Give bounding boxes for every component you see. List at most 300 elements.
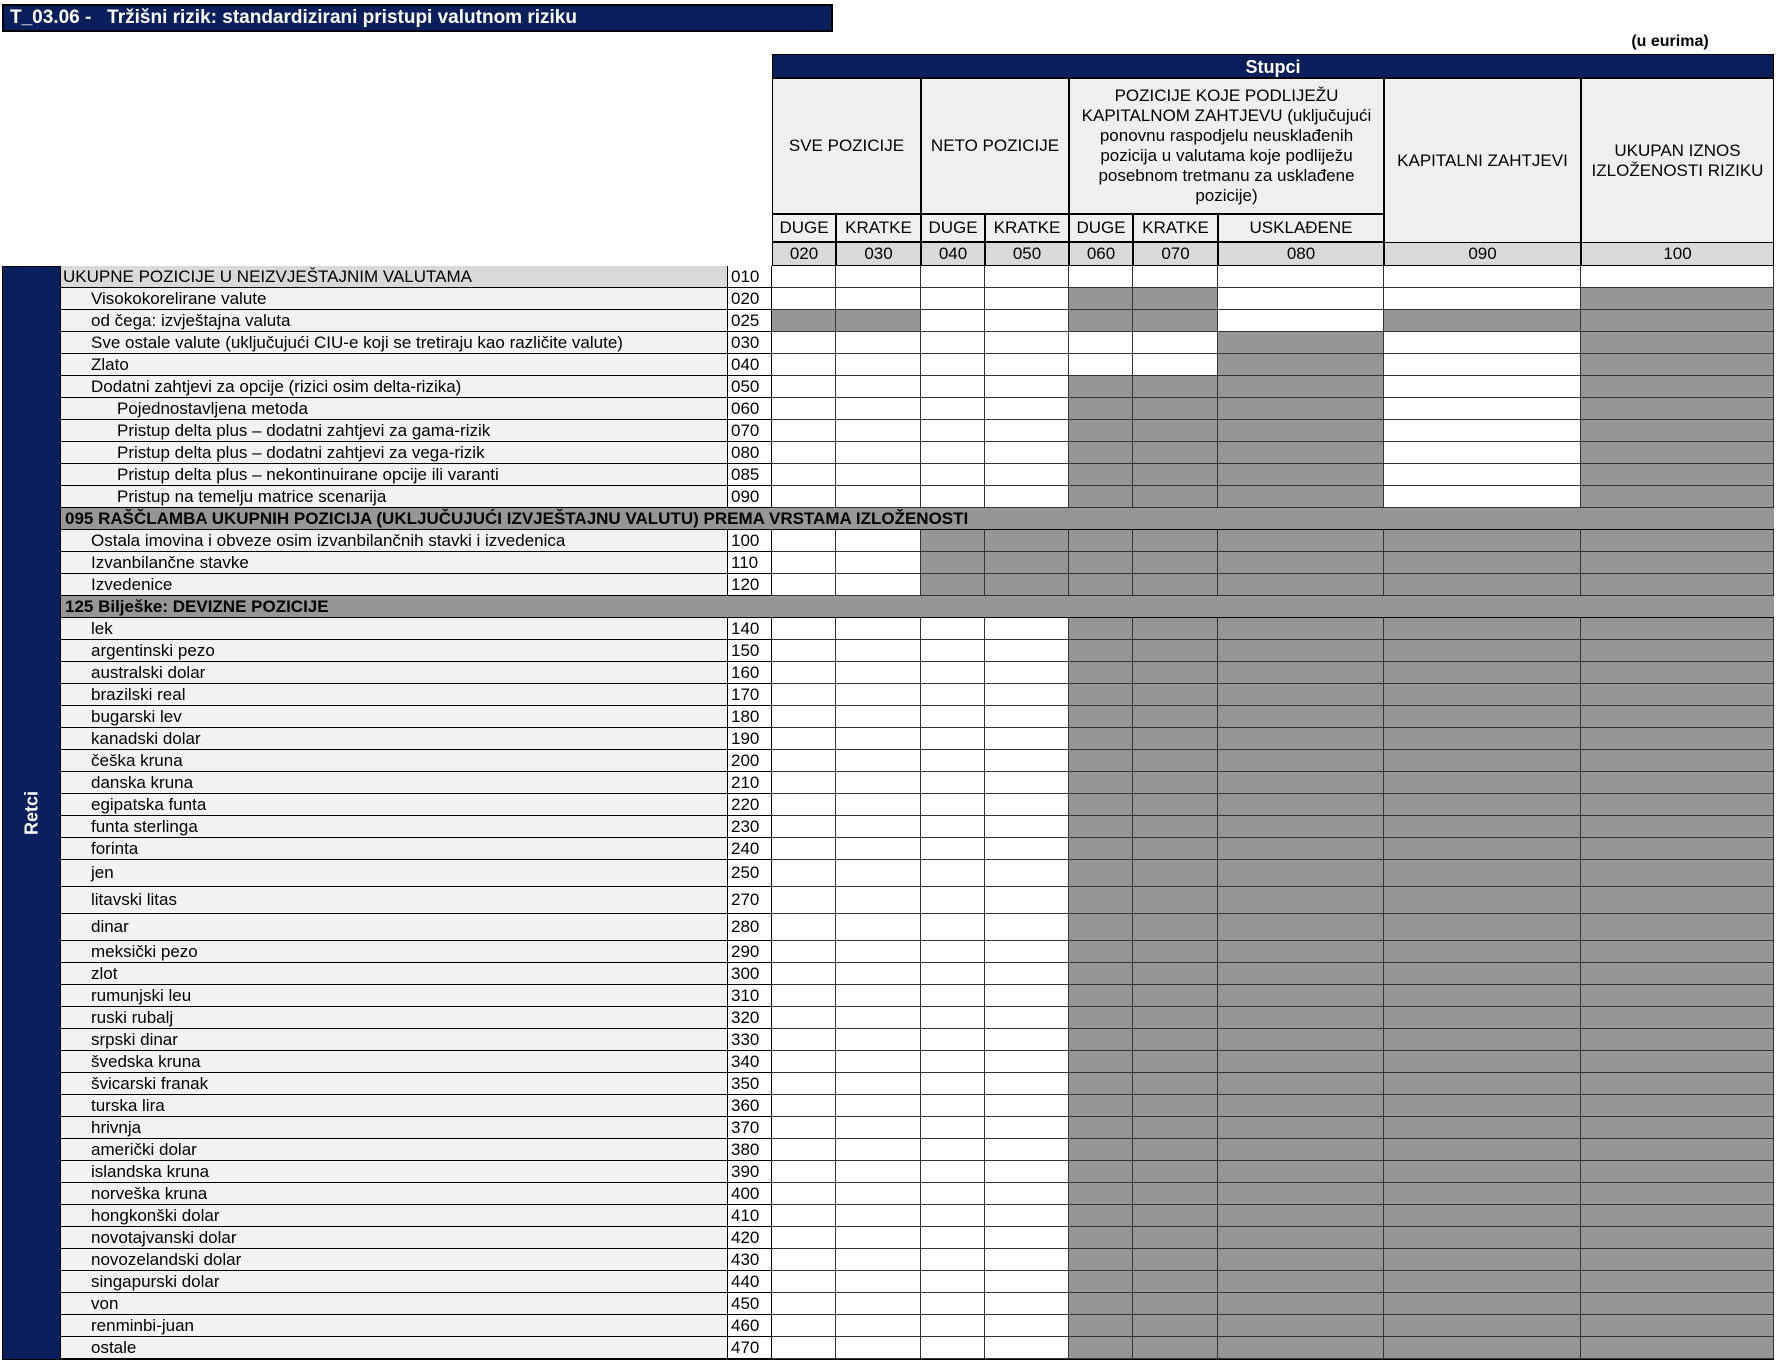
data-cell — [1133, 332, 1218, 354]
data-cell — [1218, 1293, 1384, 1315]
data-cell — [921, 310, 985, 332]
data-cell — [985, 288, 1069, 310]
data-cell — [921, 1161, 985, 1183]
row-code: 430 — [727, 1249, 772, 1271]
data-cell — [1581, 1183, 1774, 1205]
data-cell — [1133, 1183, 1218, 1205]
col-code: 020 — [772, 242, 836, 266]
data-cell — [1069, 640, 1133, 662]
data-cell — [985, 376, 1069, 398]
data-cell — [1384, 941, 1581, 963]
col-sub-header: KRATKE — [836, 214, 921, 242]
data-cell — [1581, 1161, 1774, 1183]
data-cell — [1069, 1161, 1133, 1183]
data-cell — [772, 486, 836, 508]
data-cell — [772, 794, 836, 816]
data-cell — [772, 1337, 836, 1359]
data-cell — [1384, 914, 1581, 941]
data-cell — [1384, 1293, 1581, 1315]
data-cell — [921, 1183, 985, 1205]
data-cell — [772, 310, 836, 332]
col-sub-header: DUGE — [772, 214, 836, 242]
data-cell — [1069, 486, 1133, 508]
data-cell — [836, 914, 921, 941]
data-cell — [1218, 1073, 1384, 1095]
data-cell — [772, 530, 836, 552]
data-cell — [772, 288, 836, 310]
columns-header: Stupci — [772, 54, 1774, 78]
data-cell — [1218, 1029, 1384, 1051]
row-label: danska kruna — [61, 772, 727, 794]
data-cell — [1133, 887, 1218, 914]
data-cell — [836, 1139, 921, 1161]
row-label: meksički pezo — [61, 941, 727, 963]
data-cell — [1069, 1073, 1133, 1095]
data-cell — [921, 1205, 985, 1227]
col-code: 060 — [1069, 242, 1133, 266]
data-cell — [1218, 1095, 1384, 1117]
data-cell — [985, 1095, 1069, 1117]
data-cell — [1581, 486, 1774, 508]
data-cell — [1384, 662, 1581, 684]
row-code: 270 — [727, 887, 772, 914]
row-code: 190 — [727, 728, 772, 750]
data-cell — [836, 376, 921, 398]
data-cell — [1218, 1205, 1384, 1227]
data-cell — [1384, 728, 1581, 750]
data-cell — [1384, 838, 1581, 860]
data-cell — [1581, 662, 1774, 684]
data-cell — [772, 266, 836, 288]
row-code: 150 — [727, 640, 772, 662]
row-code: 440 — [727, 1271, 772, 1293]
data-cell — [1384, 288, 1581, 310]
data-cell — [772, 728, 836, 750]
data-cell — [836, 530, 921, 552]
data-cell — [985, 640, 1069, 662]
data-cell — [985, 706, 1069, 728]
data-cell — [985, 530, 1069, 552]
data-cell — [1581, 574, 1774, 596]
data-cell — [772, 772, 836, 794]
data-cell — [1218, 941, 1384, 963]
data-cell — [1581, 420, 1774, 442]
data-cell — [1069, 574, 1133, 596]
data-cell — [836, 1029, 921, 1051]
data-cell — [1218, 684, 1384, 706]
data-cell — [1133, 288, 1218, 310]
row-label: Pristup delta plus – dodatni zahtjevi za gama-rizik — [61, 420, 727, 442]
col-code: 080 — [1218, 242, 1384, 266]
data-cell — [921, 1117, 985, 1139]
data-cell — [1069, 1029, 1133, 1051]
row-label: dinar — [61, 914, 727, 941]
data-cell — [836, 288, 921, 310]
data-cell — [1069, 288, 1133, 310]
col-sub-header: KRATKE — [985, 214, 1069, 242]
data-cell — [1133, 266, 1218, 288]
data-cell — [836, 1315, 921, 1337]
data-cell — [985, 985, 1069, 1007]
data-cell — [1581, 1073, 1774, 1095]
data-cell — [921, 552, 985, 574]
data-cell — [1218, 1337, 1384, 1359]
data-cell — [1133, 1051, 1218, 1073]
row-label: egipatska funta — [61, 794, 727, 816]
data-cell — [772, 860, 836, 887]
data-cell — [1069, 266, 1133, 288]
data-cell — [1069, 1315, 1133, 1337]
data-cell — [1218, 376, 1384, 398]
data-cell — [985, 1315, 1069, 1337]
data-cell — [985, 914, 1069, 941]
data-cell — [1133, 794, 1218, 816]
data-cell — [1133, 574, 1218, 596]
data-cell — [1069, 887, 1133, 914]
row-label: australski dolar — [61, 662, 727, 684]
data-cell — [1218, 310, 1384, 332]
data-cell — [1133, 838, 1218, 860]
data-cell — [921, 1227, 985, 1249]
data-cell — [836, 772, 921, 794]
data-cell — [921, 530, 985, 552]
data-cell — [985, 354, 1069, 376]
data-cell — [836, 398, 921, 420]
data-cell — [1218, 398, 1384, 420]
data-cell — [772, 816, 836, 838]
row-label: Izvanbilančne stavke — [61, 552, 727, 574]
data-cell — [1218, 838, 1384, 860]
data-cell — [921, 398, 985, 420]
data-cell — [1581, 464, 1774, 486]
row-code: 120 — [727, 574, 772, 596]
row-label: švedska kruna — [61, 1051, 727, 1073]
row-code: 280 — [727, 914, 772, 941]
data-cell — [1218, 963, 1384, 985]
data-cell — [1384, 1271, 1581, 1293]
data-cell — [836, 1073, 921, 1095]
col-code: 040 — [921, 242, 985, 266]
data-cell — [1218, 1139, 1384, 1161]
data-cell — [1581, 266, 1774, 288]
rows-header: Retci — [2, 266, 61, 1360]
data-cell — [1069, 1117, 1133, 1139]
data-cell — [921, 420, 985, 442]
data-cell — [836, 266, 921, 288]
data-cell — [1384, 486, 1581, 508]
row-code: 370 — [727, 1117, 772, 1139]
data-cell — [985, 887, 1069, 914]
row-code: 450 — [727, 1293, 772, 1315]
row-code: 110 — [727, 552, 772, 574]
col-sub-header: USKLAĐENE — [1218, 214, 1384, 242]
data-cell — [1069, 1249, 1133, 1271]
data-cell — [1069, 420, 1133, 442]
data-cell — [1133, 985, 1218, 1007]
data-cell — [921, 288, 985, 310]
row-code: 160 — [727, 662, 772, 684]
data-cell — [1581, 1293, 1774, 1315]
data-cell — [1069, 985, 1133, 1007]
data-cell — [921, 1095, 985, 1117]
data-cell — [985, 1161, 1069, 1183]
data-cell — [1133, 963, 1218, 985]
data-cell — [772, 1227, 836, 1249]
row-label: islandska kruna — [61, 1161, 727, 1183]
section-row: 095 RAŠČLAMBA UKUPNIH POZICIJA (UKLJUČUJUĆI IZVJEŠTAJNU VALUTU) PREMA VRSTAMA IZLOŽENOSTI — [61, 508, 1774, 530]
data-cell — [1218, 1249, 1384, 1271]
data-cell — [1069, 530, 1133, 552]
data-cell — [1218, 552, 1384, 574]
data-cell — [1218, 1007, 1384, 1029]
data-cell — [1133, 464, 1218, 486]
data-cell — [921, 354, 985, 376]
data-cell — [836, 887, 921, 914]
data-cell — [985, 266, 1069, 288]
data-cell — [1133, 941, 1218, 963]
data-cell — [1069, 684, 1133, 706]
data-cell — [836, 985, 921, 1007]
col-sub-header: DUGE — [921, 214, 985, 242]
data-cell — [921, 486, 985, 508]
row-label: ostale — [61, 1337, 727, 1359]
data-cell — [1384, 1007, 1581, 1029]
data-cell — [1384, 750, 1581, 772]
row-code: 025 — [727, 310, 772, 332]
data-cell — [1069, 706, 1133, 728]
row-code: 380 — [727, 1139, 772, 1161]
data-cell — [1581, 1007, 1774, 1029]
data-cell — [772, 398, 836, 420]
data-cell — [1581, 963, 1774, 985]
data-cell — [985, 1249, 1069, 1271]
data-cell — [1384, 706, 1581, 728]
data-cell — [772, 618, 836, 640]
data-cell — [921, 728, 985, 750]
row-code: 070 — [727, 420, 772, 442]
col-group-header: NETO POZICIJE — [921, 78, 1069, 214]
data-cell — [836, 941, 921, 963]
data-cell — [1133, 1249, 1218, 1271]
data-cell — [1581, 728, 1774, 750]
data-cell — [1581, 1029, 1774, 1051]
data-cell — [1069, 1095, 1133, 1117]
col-code: 050 — [985, 242, 1069, 266]
data-cell — [836, 464, 921, 486]
row-code: 240 — [727, 838, 772, 860]
data-cell — [985, 486, 1069, 508]
data-cell — [1384, 310, 1581, 332]
data-cell — [1218, 442, 1384, 464]
data-cell — [836, 963, 921, 985]
data-cell — [1581, 1205, 1774, 1227]
data-cell — [1133, 1095, 1218, 1117]
row-label: švicarski franak — [61, 1073, 727, 1095]
data-cell — [836, 332, 921, 354]
data-cell — [921, 914, 985, 941]
data-cell — [1384, 816, 1581, 838]
data-cell — [1218, 914, 1384, 941]
data-cell — [985, 728, 1069, 750]
row-label: Pristup delta plus – nekontinuirane opcije ili varanti — [61, 464, 727, 486]
data-cell — [1133, 860, 1218, 887]
unit-note: (u eurima) — [1631, 33, 1709, 50]
data-cell — [836, 1183, 921, 1205]
data-cell — [1384, 376, 1581, 398]
data-cell — [985, 1227, 1069, 1249]
data-cell — [1581, 1117, 1774, 1139]
data-cell — [1384, 1205, 1581, 1227]
data-cell — [836, 750, 921, 772]
data-cell — [1069, 1293, 1133, 1315]
data-cell — [836, 1227, 921, 1249]
data-cell — [1218, 1117, 1384, 1139]
row-code: 100 — [727, 530, 772, 552]
data-cell — [985, 1117, 1069, 1139]
row-code: 080 — [727, 442, 772, 464]
data-cell — [1581, 618, 1774, 640]
data-cell — [985, 860, 1069, 887]
data-cell — [1218, 985, 1384, 1007]
data-cell — [772, 750, 836, 772]
data-cell — [1581, 442, 1774, 464]
row-label: brazilski real — [61, 684, 727, 706]
data-cell — [985, 941, 1069, 963]
col-group-header: POZICIJE KOJE PODLIJEŽU KAPITALNOM ZAHTJEVU (uključujući ponovnu raspodjelu neusklađenih pozicija u valutama koje podliježu posebnom tretmanu za usklađene pozicije) — [1069, 78, 1384, 214]
row-code: 090 — [727, 486, 772, 508]
data-cell — [1384, 887, 1581, 914]
data-cell — [1218, 728, 1384, 750]
data-cell — [1133, 1293, 1218, 1315]
data-cell — [836, 1117, 921, 1139]
data-cell — [1384, 442, 1581, 464]
row-code: 200 — [727, 750, 772, 772]
data-cell — [772, 1117, 836, 1139]
data-cell — [1581, 552, 1774, 574]
data-cell — [836, 640, 921, 662]
data-cell — [1069, 398, 1133, 420]
data-cell — [985, 794, 1069, 816]
row-label: hongkonški dolar — [61, 1205, 727, 1227]
data-cell — [1384, 794, 1581, 816]
row-label: novotajvanski dolar — [61, 1227, 727, 1249]
row-label: zlot — [61, 963, 727, 985]
data-cell — [1218, 332, 1384, 354]
data-cell — [1218, 794, 1384, 816]
data-cell — [836, 486, 921, 508]
data-cell — [772, 684, 836, 706]
data-cell — [1581, 941, 1774, 963]
data-cell — [985, 464, 1069, 486]
data-cell — [1218, 662, 1384, 684]
data-cell — [1384, 354, 1581, 376]
data-cell — [1133, 1161, 1218, 1183]
data-cell — [985, 552, 1069, 574]
data-cell — [1218, 1271, 1384, 1293]
row-code: 310 — [727, 985, 772, 1007]
row-code: 360 — [727, 1095, 772, 1117]
data-cell — [1133, 486, 1218, 508]
data-cell — [1133, 1227, 1218, 1249]
data-cell — [1133, 1315, 1218, 1337]
data-cell — [1069, 1183, 1133, 1205]
data-cell — [1581, 1095, 1774, 1117]
data-cell — [1069, 1227, 1133, 1249]
data-cell — [921, 1139, 985, 1161]
data-cell — [772, 1249, 836, 1271]
data-cell — [1581, 288, 1774, 310]
data-cell — [772, 1315, 836, 1337]
data-cell — [836, 728, 921, 750]
data-cell — [1069, 860, 1133, 887]
data-cell — [921, 332, 985, 354]
data-cell — [836, 1007, 921, 1029]
row-label: singapurski dolar — [61, 1271, 727, 1293]
data-cell — [1581, 1051, 1774, 1073]
data-cell — [1069, 1139, 1133, 1161]
data-cell — [772, 1271, 836, 1293]
data-cell — [921, 794, 985, 816]
data-cell — [836, 684, 921, 706]
data-cell — [1069, 941, 1133, 963]
data-cell — [1218, 1051, 1384, 1073]
data-cell — [1384, 1183, 1581, 1205]
data-cell — [921, 816, 985, 838]
row-code: 170 — [727, 684, 772, 706]
data-cell — [836, 1051, 921, 1073]
data-cell — [1133, 1073, 1218, 1095]
data-cell — [985, 963, 1069, 985]
data-cell — [1581, 1249, 1774, 1271]
data-cell — [1384, 860, 1581, 887]
data-cell — [772, 706, 836, 728]
data-cell — [772, 914, 836, 941]
data-cell — [772, 963, 836, 985]
data-cell — [921, 838, 985, 860]
data-cell — [921, 1315, 985, 1337]
data-cell — [1133, 354, 1218, 376]
data-cell — [836, 310, 921, 332]
row-code: 020 — [727, 288, 772, 310]
data-cell — [1384, 266, 1581, 288]
row-label: Visokokorelirane valute — [61, 288, 727, 310]
data-cell — [836, 816, 921, 838]
data-cell — [1218, 640, 1384, 662]
row-label: Dodatni zahtjevi za opcije (rizici osim delta-rizika) — [61, 376, 727, 398]
data-cell — [1069, 464, 1133, 486]
table-bottom-border — [61, 1359, 1774, 1360]
data-cell — [1581, 816, 1774, 838]
data-cell — [921, 618, 985, 640]
data-cell — [985, 310, 1069, 332]
row-code: 030 — [727, 332, 772, 354]
data-cell — [1581, 887, 1774, 914]
row-code: 250 — [727, 860, 772, 887]
row-label: renminbi-juan — [61, 1315, 727, 1337]
data-cell — [836, 1271, 921, 1293]
data-cell — [921, 1007, 985, 1029]
data-cell — [1069, 376, 1133, 398]
data-cell — [985, 420, 1069, 442]
data-cell — [921, 1073, 985, 1095]
row-label: češka kruna — [61, 750, 727, 772]
data-cell — [772, 442, 836, 464]
data-cell — [921, 442, 985, 464]
row-label: von — [61, 1293, 727, 1315]
row-code: 050 — [727, 376, 772, 398]
data-cell — [772, 1073, 836, 1095]
data-cell — [921, 963, 985, 985]
